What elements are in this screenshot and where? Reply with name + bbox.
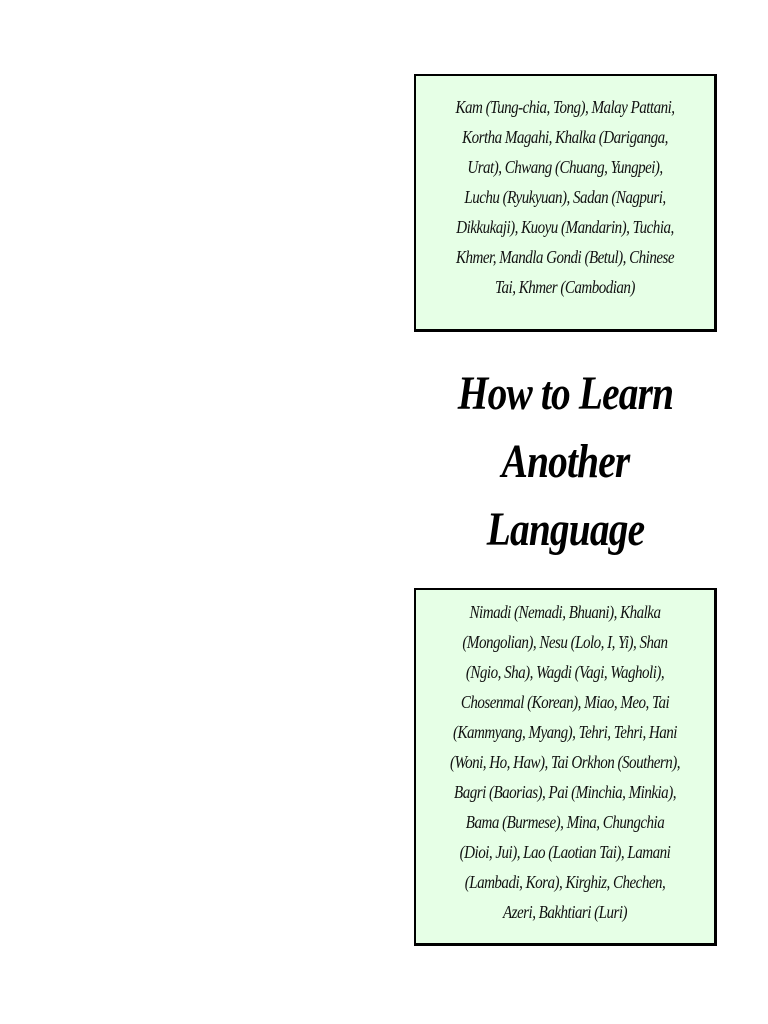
title-line-3: Language: [486, 503, 645, 556]
page-title: [414, 360, 717, 564]
title-line-2: Another: [501, 435, 630, 488]
title-line-1: How to Learn: [457, 367, 674, 420]
language-list-text-top: Kam (Tung-chia, Tong), Malay Pattani, Kortha Magahi, Khalka (Dariganga, Urat), Chwang (Chuang, Yungpei), Luchu (Ryukyuan), Sadan (Nagpuri, Dikkukaji), Kuoyu (Mandarin), Tuchia, Khmer, Mandla Gondi (Betul), Chinese Tai, Khmer (Cambodian): [455, 96, 675, 297]
language-list-text-bottom: Nimadi (Nemadi, Bhuani), Khalka (Mongolian), Nesu (Lolo, I, Yi), Shan (Ngio, Sha), Wagdi (Vagi, Wagholi), Chosenmal (Korean), Miao, Meo, Tai (Kammyang, Myang), Tehri, Tehri, Hani (Woni, Ho, Haw), Tai Orkhon (Southern), Bagri (Baorias), Pai (Minchia, Minkia), Bama (Burmese), Mina, Chungchia (Dioi, Jui), Lao (Laotian Tai), Lamani (Lambadi, Kora), Kirghiz, Chechen, Azeri, Bakhtiari (Luri): [449, 601, 681, 922]
language-list-box-top: [414, 74, 717, 332]
language-list-box-bottom: [414, 588, 717, 946]
